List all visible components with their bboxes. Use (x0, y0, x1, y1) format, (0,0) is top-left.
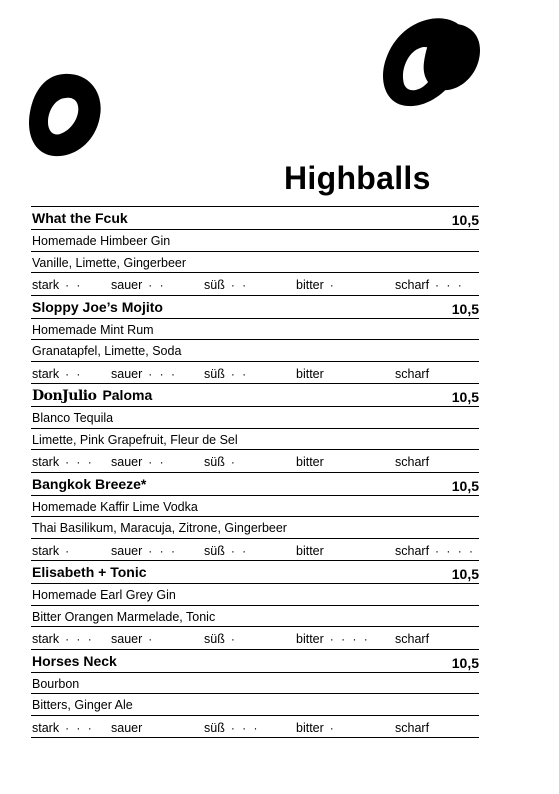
drink-name (32, 299, 163, 315)
taste-1 (111, 632, 154, 646)
taste-label: stark (32, 455, 60, 470)
taste-dots: · (65, 543, 72, 558)
taste-label: süß (204, 278, 225, 292)
taste-dots: · · (65, 278, 83, 292)
drink-menu (31, 206, 479, 738)
taste-3 (296, 278, 336, 292)
ingredient-row (31, 517, 479, 539)
drink-price: 10,5 (451, 212, 479, 228)
taste-1 (111, 278, 166, 292)
drink-price: 10,5 (451, 566, 479, 583)
taste-label: süß (204, 455, 225, 470)
taste-dots: · · (230, 366, 249, 381)
taste-profile (31, 627, 479, 649)
drink-name-text: Sloppy Joe’s Mojito (32, 298, 163, 315)
taste-4 (395, 278, 464, 292)
taste-dots: · · · · (329, 632, 370, 647)
taste-dots: · · · (65, 455, 94, 470)
taste-dots: · (329, 278, 336, 292)
drink-name (32, 210, 128, 226)
taste-label: scharf (395, 543, 430, 558)
taste-label: süß (204, 632, 225, 647)
ingredient-row (31, 694, 479, 716)
taste-dots: · · · (148, 366, 177, 381)
ingredient-row (31, 407, 479, 429)
drink-item (31, 206, 479, 295)
taste-0 (32, 544, 71, 558)
drink-name-text: Elisabeth + Tonic (32, 564, 147, 581)
taste-4 (395, 632, 435, 646)
ingredient-row (31, 319, 479, 341)
taste-dots: · (230, 632, 237, 647)
taste-label: stark (32, 278, 60, 292)
taste-label: bitter (296, 632, 324, 647)
taste-1 (111, 367, 177, 381)
taste-4 (395, 455, 435, 469)
taste-4 (395, 721, 435, 735)
ingredient-row (31, 230, 479, 252)
drink-name-text: What the Fcuk (32, 210, 128, 226)
taste-label: sauer (111, 720, 143, 735)
drink-name (32, 653, 117, 669)
taste-label: sauer (111, 366, 143, 381)
drink-header (31, 295, 479, 319)
taste-label: sauer (111, 455, 143, 470)
drink-item (31, 649, 479, 738)
ingredient-text: Bitters, Ginger Ale (32, 698, 133, 713)
brand-logo: DonJulio (32, 388, 97, 405)
taste-0 (32, 367, 82, 381)
taste-3 (296, 721, 336, 735)
taste-label: sauer (111, 278, 143, 292)
ingredient-text: Homemade Mint Rum (32, 322, 154, 337)
taste-label: bitter (296, 366, 324, 381)
taste-dots: · · (230, 278, 249, 292)
ingredient-row (31, 429, 479, 451)
ingredient-text: Granatapfel, Limette, Soda (32, 344, 182, 359)
drink-header (31, 560, 479, 584)
taste-label: bitter (296, 455, 324, 470)
drink-price: 10,5 (451, 654, 479, 671)
ingredient-row (31, 340, 479, 362)
ingredient-text: Homemade Himbeer Gin (32, 234, 171, 248)
taste-profile (31, 716, 479, 738)
drink-item (31, 472, 479, 561)
taste-label: scharf (395, 720, 430, 735)
taste-dots: · · · (148, 543, 177, 558)
decorative-rings-right (376, 14, 486, 114)
drink-name-text: Horses Neck (32, 652, 117, 669)
taste-1 (111, 455, 166, 469)
taste-2 (204, 544, 248, 558)
taste-dots: · (230, 455, 237, 470)
drink-name-text: Bangkok Breeze* (32, 475, 147, 492)
taste-dots: · (329, 720, 336, 735)
ingredient-text: Bitter Orangen Marmelade, Tonic (32, 609, 216, 624)
ingredient-text: Bourbon (32, 676, 80, 691)
taste-3 (296, 544, 330, 558)
taste-2 (204, 367, 248, 381)
taste-label: scharf (395, 366, 430, 381)
drink-header (31, 472, 479, 496)
page-title: Highballs (284, 160, 431, 196)
taste-2 (204, 455, 237, 469)
taste-profile (31, 273, 479, 295)
taste-dots: · · · · (435, 543, 476, 558)
taste-dots: · · (148, 278, 166, 292)
ingredient-text: Thai Basilikum, Maracuja, Zitrone, Gingerbeer (32, 521, 287, 536)
ingredient-text: Vanille, Limette, Gingerbeer (32, 255, 187, 270)
taste-dots: · · (148, 455, 166, 470)
taste-label: bitter (296, 278, 324, 292)
ingredient-row (31, 673, 479, 695)
taste-label: scharf (395, 278, 430, 292)
taste-label: stark (32, 366, 60, 381)
drink-header (31, 206, 479, 230)
ingredient-text: Limette, Pink Grapefruit, Fleur de Sel (32, 432, 238, 447)
taste-dots: · · · (65, 632, 94, 647)
taste-0 (32, 278, 82, 292)
taste-dots: · · (230, 543, 249, 558)
taste-dots: · · · (230, 720, 260, 735)
taste-1 (111, 721, 148, 735)
drink-name (32, 387, 152, 404)
taste-0 (32, 455, 94, 469)
taste-label: scharf (395, 455, 430, 470)
taste-label: süß (204, 720, 225, 735)
ingredient-row (31, 496, 479, 518)
taste-3 (296, 455, 330, 469)
taste-2 (204, 632, 237, 646)
drink-name-text: Paloma (102, 387, 153, 404)
ingredient-row (31, 584, 479, 606)
taste-label: stark (32, 720, 60, 735)
taste-3 (296, 367, 330, 381)
taste-label: stark (32, 543, 60, 558)
taste-dots: · · · (435, 278, 464, 292)
taste-label: sauer (111, 632, 143, 647)
decorative-ring-left (24, 72, 104, 158)
taste-label: stark (32, 632, 60, 647)
drink-price: 10,5 (451, 300, 479, 317)
drink-name (32, 476, 146, 492)
drink-name (32, 564, 147, 580)
taste-label: sauer (111, 543, 143, 558)
drink-price: 10,5 (451, 477, 479, 494)
taste-2 (204, 278, 248, 292)
ingredient-text: Blanco Tequila (32, 411, 114, 426)
taste-label: bitter (296, 720, 324, 735)
taste-profile (31, 539, 479, 561)
drink-price: 10,5 (451, 389, 479, 406)
drink-header (31, 649, 479, 673)
taste-2 (204, 721, 260, 735)
ingredient-text: Homemade Earl Grey Gin (32, 588, 176, 603)
ingredient-row (31, 606, 479, 628)
drink-item (31, 295, 479, 384)
drink-item (31, 383, 479, 472)
taste-label: süß (204, 366, 225, 381)
taste-3 (296, 632, 370, 646)
taste-dots: · · (65, 366, 83, 381)
taste-label: scharf (395, 632, 430, 647)
taste-0 (32, 632, 94, 646)
ingredient-text: Homemade Kaffir Lime Vodka (32, 499, 198, 514)
taste-dots: · · · (65, 720, 94, 735)
taste-4 (395, 367, 435, 381)
taste-profile (31, 362, 479, 384)
taste-label: süß (204, 543, 225, 558)
drink-header (31, 383, 479, 407)
ingredient-row (31, 252, 479, 274)
taste-0 (32, 721, 94, 735)
drink-item (31, 560, 479, 649)
taste-label: bitter (296, 543, 324, 558)
taste-profile (31, 450, 479, 472)
taste-dots: · (148, 632, 155, 647)
taste-4 (395, 544, 475, 558)
taste-1 (111, 544, 177, 558)
